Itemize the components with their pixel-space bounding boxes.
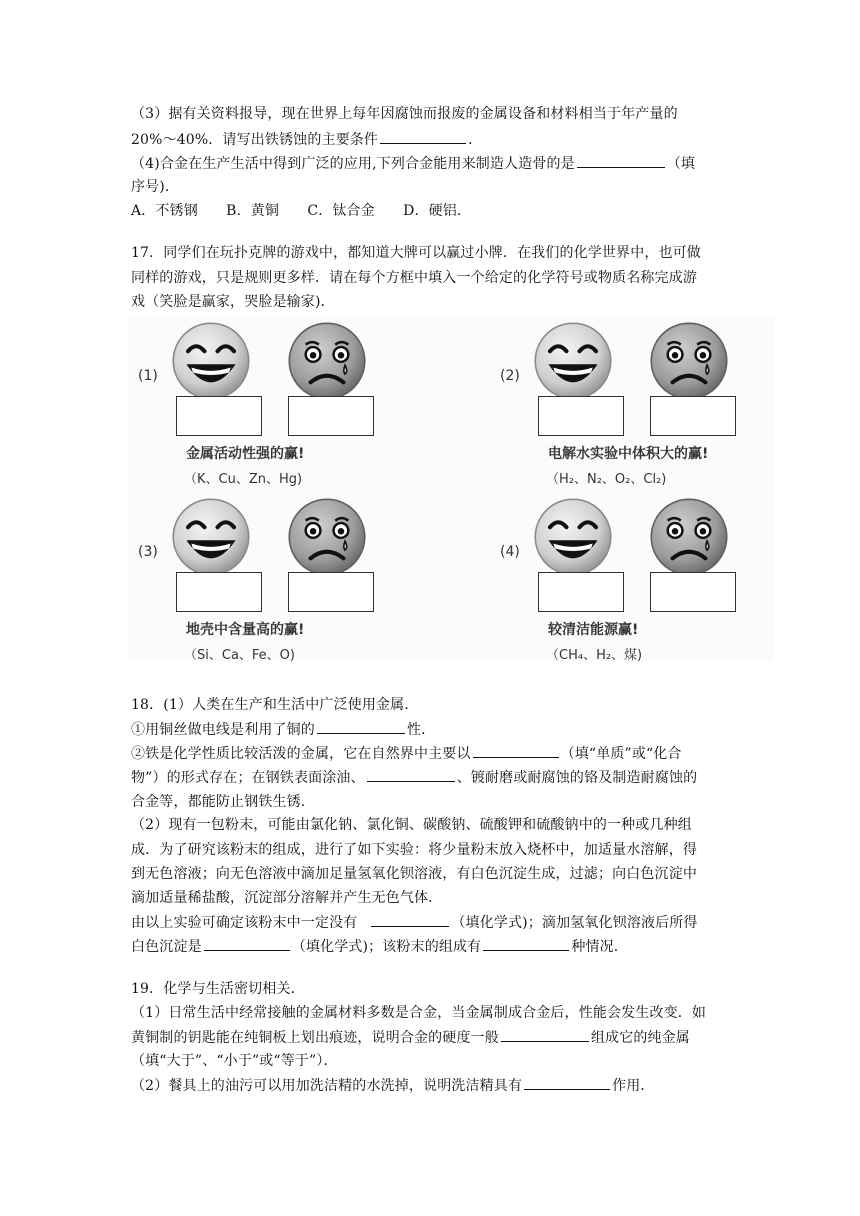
- q18-line4: 物”）的形式存在；在钢铁表面涂油、 、镀耐磨或耐腐蚀的铬及制造耐腐蚀的: [131, 767, 697, 788]
- game-panel-1: [128, 316, 428, 486]
- answer-blank[interactable]: [367, 767, 455, 782]
- rule-text: 金属活动性强的赢!: [186, 446, 305, 462]
- q16-part3-line1: （3）据有关资料报导，现在世界上每年因腐蚀而报废的金属设备和材料相当于年产量的: [131, 106, 678, 122]
- crying-face-icon: [286, 496, 368, 578]
- winner-answer-box[interactable]: [538, 396, 624, 436]
- q18-line11: 白色沉淀是 （填化学式)；该粉末的组成有 种情况．: [131, 936, 628, 957]
- game-panel-3: [128, 492, 428, 662]
- q19-line2: （1）日常生活中经常接触的金属材料多数是合金，当金属制成合金后，性能会发生改变．如: [131, 1005, 707, 1021]
- rule-options: （CH₄、H₂、煤): [546, 648, 643, 663]
- panel-number: (3): [138, 544, 158, 560]
- answer-blank[interactable]: [501, 1027, 589, 1042]
- answer-blank[interactable]: [204, 936, 290, 951]
- smiling-face-icon: [532, 320, 614, 402]
- rule-options: （K、Cu、Zn、Hg): [184, 472, 303, 487]
- q16-part3-line2: 20%～40%．请写出铁锈蚀的主要条件 ．: [131, 129, 482, 150]
- answer-blank[interactable]: [317, 719, 405, 734]
- answer-blank[interactable]: [483, 936, 569, 951]
- rule-options: （H₂、N₂、O₂、Cl₂): [546, 472, 667, 487]
- winner-answer-box[interactable]: [538, 572, 624, 612]
- q17-line3: 戏（笑脸是赢家，哭脸是输家)．: [131, 294, 335, 310]
- panel-number: (2): [500, 368, 520, 384]
- answer-blank[interactable]: [380, 129, 466, 144]
- q18-line7: 成．为了研究该粉末的组成，进行了如下实验：将少量粉末放入烧杯中，加适量水溶解，得: [131, 842, 697, 858]
- q17-line1: 17．同学们在玩扑克牌的游戏中，都知道大牌可以赢过小牌．在我们的化学世界中，也可做: [131, 245, 701, 261]
- q18-line9: 滴加适量稀盐酸，沉淀部分溶解并产生无色气体．: [131, 890, 443, 906]
- q17-line2: 同样的游戏，只是规则更多样．请在每个方框中填入一个给定的化学符号或物质名称完成游: [131, 270, 697, 286]
- rule-text: 地壳中含量高的赢!: [186, 622, 305, 638]
- crying-face-icon: [286, 320, 368, 402]
- q18-line5: 合金等，都能防止钢铁生锈．: [131, 794, 315, 810]
- q16-part4-line2: 序号)．: [131, 179, 180, 195]
- game-panel-2: [490, 316, 790, 486]
- q19-line4: （填“大于”、“小于”或“等于”）．: [131, 1053, 338, 1069]
- q18-line2: ①用铜丝做电线是利用了铜的 性．: [131, 719, 435, 740]
- rule-options: （Si、Ca、Fe、O): [184, 648, 295, 663]
- smiling-face-icon: [170, 320, 252, 402]
- rule-text: 电解水实验中体积大的赢!: [548, 446, 709, 462]
- card-game-figure: [128, 316, 774, 662]
- q18-line3: ②铁是化学性质比较活泼的金属，它在自然界中主要以 （填“单质”或“化合: [131, 743, 682, 764]
- answer-blank[interactable]: [371, 912, 449, 927]
- q18-line8: 到无色溶液；向无色溶液中滴加足量氢氧化钡溶液，有白色沉淀生成，过滤；向白色沉淀中: [131, 866, 697, 882]
- answer-blank[interactable]: [524, 1075, 610, 1090]
- q18-line10: 由以上实验可确定该粉末中一定没有 （填化学式)；滴加氢氧化钡溶液后所得: [131, 912, 698, 933]
- answer-blank[interactable]: [577, 153, 665, 168]
- q18-line6: （2）现有一包粉末，可能由氯化钠、氯化铜、碳酸钠、硫酸钾和硫酸钠中的一种或几种组: [131, 817, 692, 833]
- q18-line1: 18．(1）人类在生产和生活中广泛使用金属．: [131, 697, 419, 713]
- crying-face-icon: [648, 320, 730, 402]
- panel-number: (4): [500, 544, 520, 560]
- q19-line5: （2）餐具上的油污可以用加洗洁精的水洗掉，说明洗洁精具有 作用．: [131, 1075, 655, 1096]
- loser-answer-box[interactable]: [650, 572, 736, 612]
- panel-number: (1): [138, 368, 158, 384]
- q19-line3: 黄铜制的钥匙能在纯铜板上划出痕迹，说明合金的硬度一般 组成它的纯金属: [131, 1027, 690, 1048]
- game-panel-4: [490, 492, 790, 662]
- winner-answer-box[interactable]: [176, 572, 262, 612]
- smiling-face-icon: [170, 496, 252, 578]
- loser-answer-box[interactable]: [288, 396, 374, 436]
- answer-blank[interactable]: [473, 743, 559, 758]
- loser-answer-box[interactable]: [288, 572, 374, 612]
- rule-text: 较清洁能源赢!: [548, 622, 639, 638]
- winner-answer-box[interactable]: [176, 396, 262, 436]
- loser-answer-box[interactable]: [650, 396, 736, 436]
- q16-part4-line1: （4)合金在生产生活中得到广泛的应用,下列合金能用来制造人造骨的是 （填: [131, 153, 695, 174]
- q16-options: A．不锈钢 B．黄铜 C．钛合金 D．硬铝．: [131, 203, 472, 219]
- q19-line1: 19．化学与生活密切相关．: [131, 981, 305, 997]
- smiling-face-icon: [532, 496, 614, 578]
- crying-face-icon: [648, 496, 730, 578]
